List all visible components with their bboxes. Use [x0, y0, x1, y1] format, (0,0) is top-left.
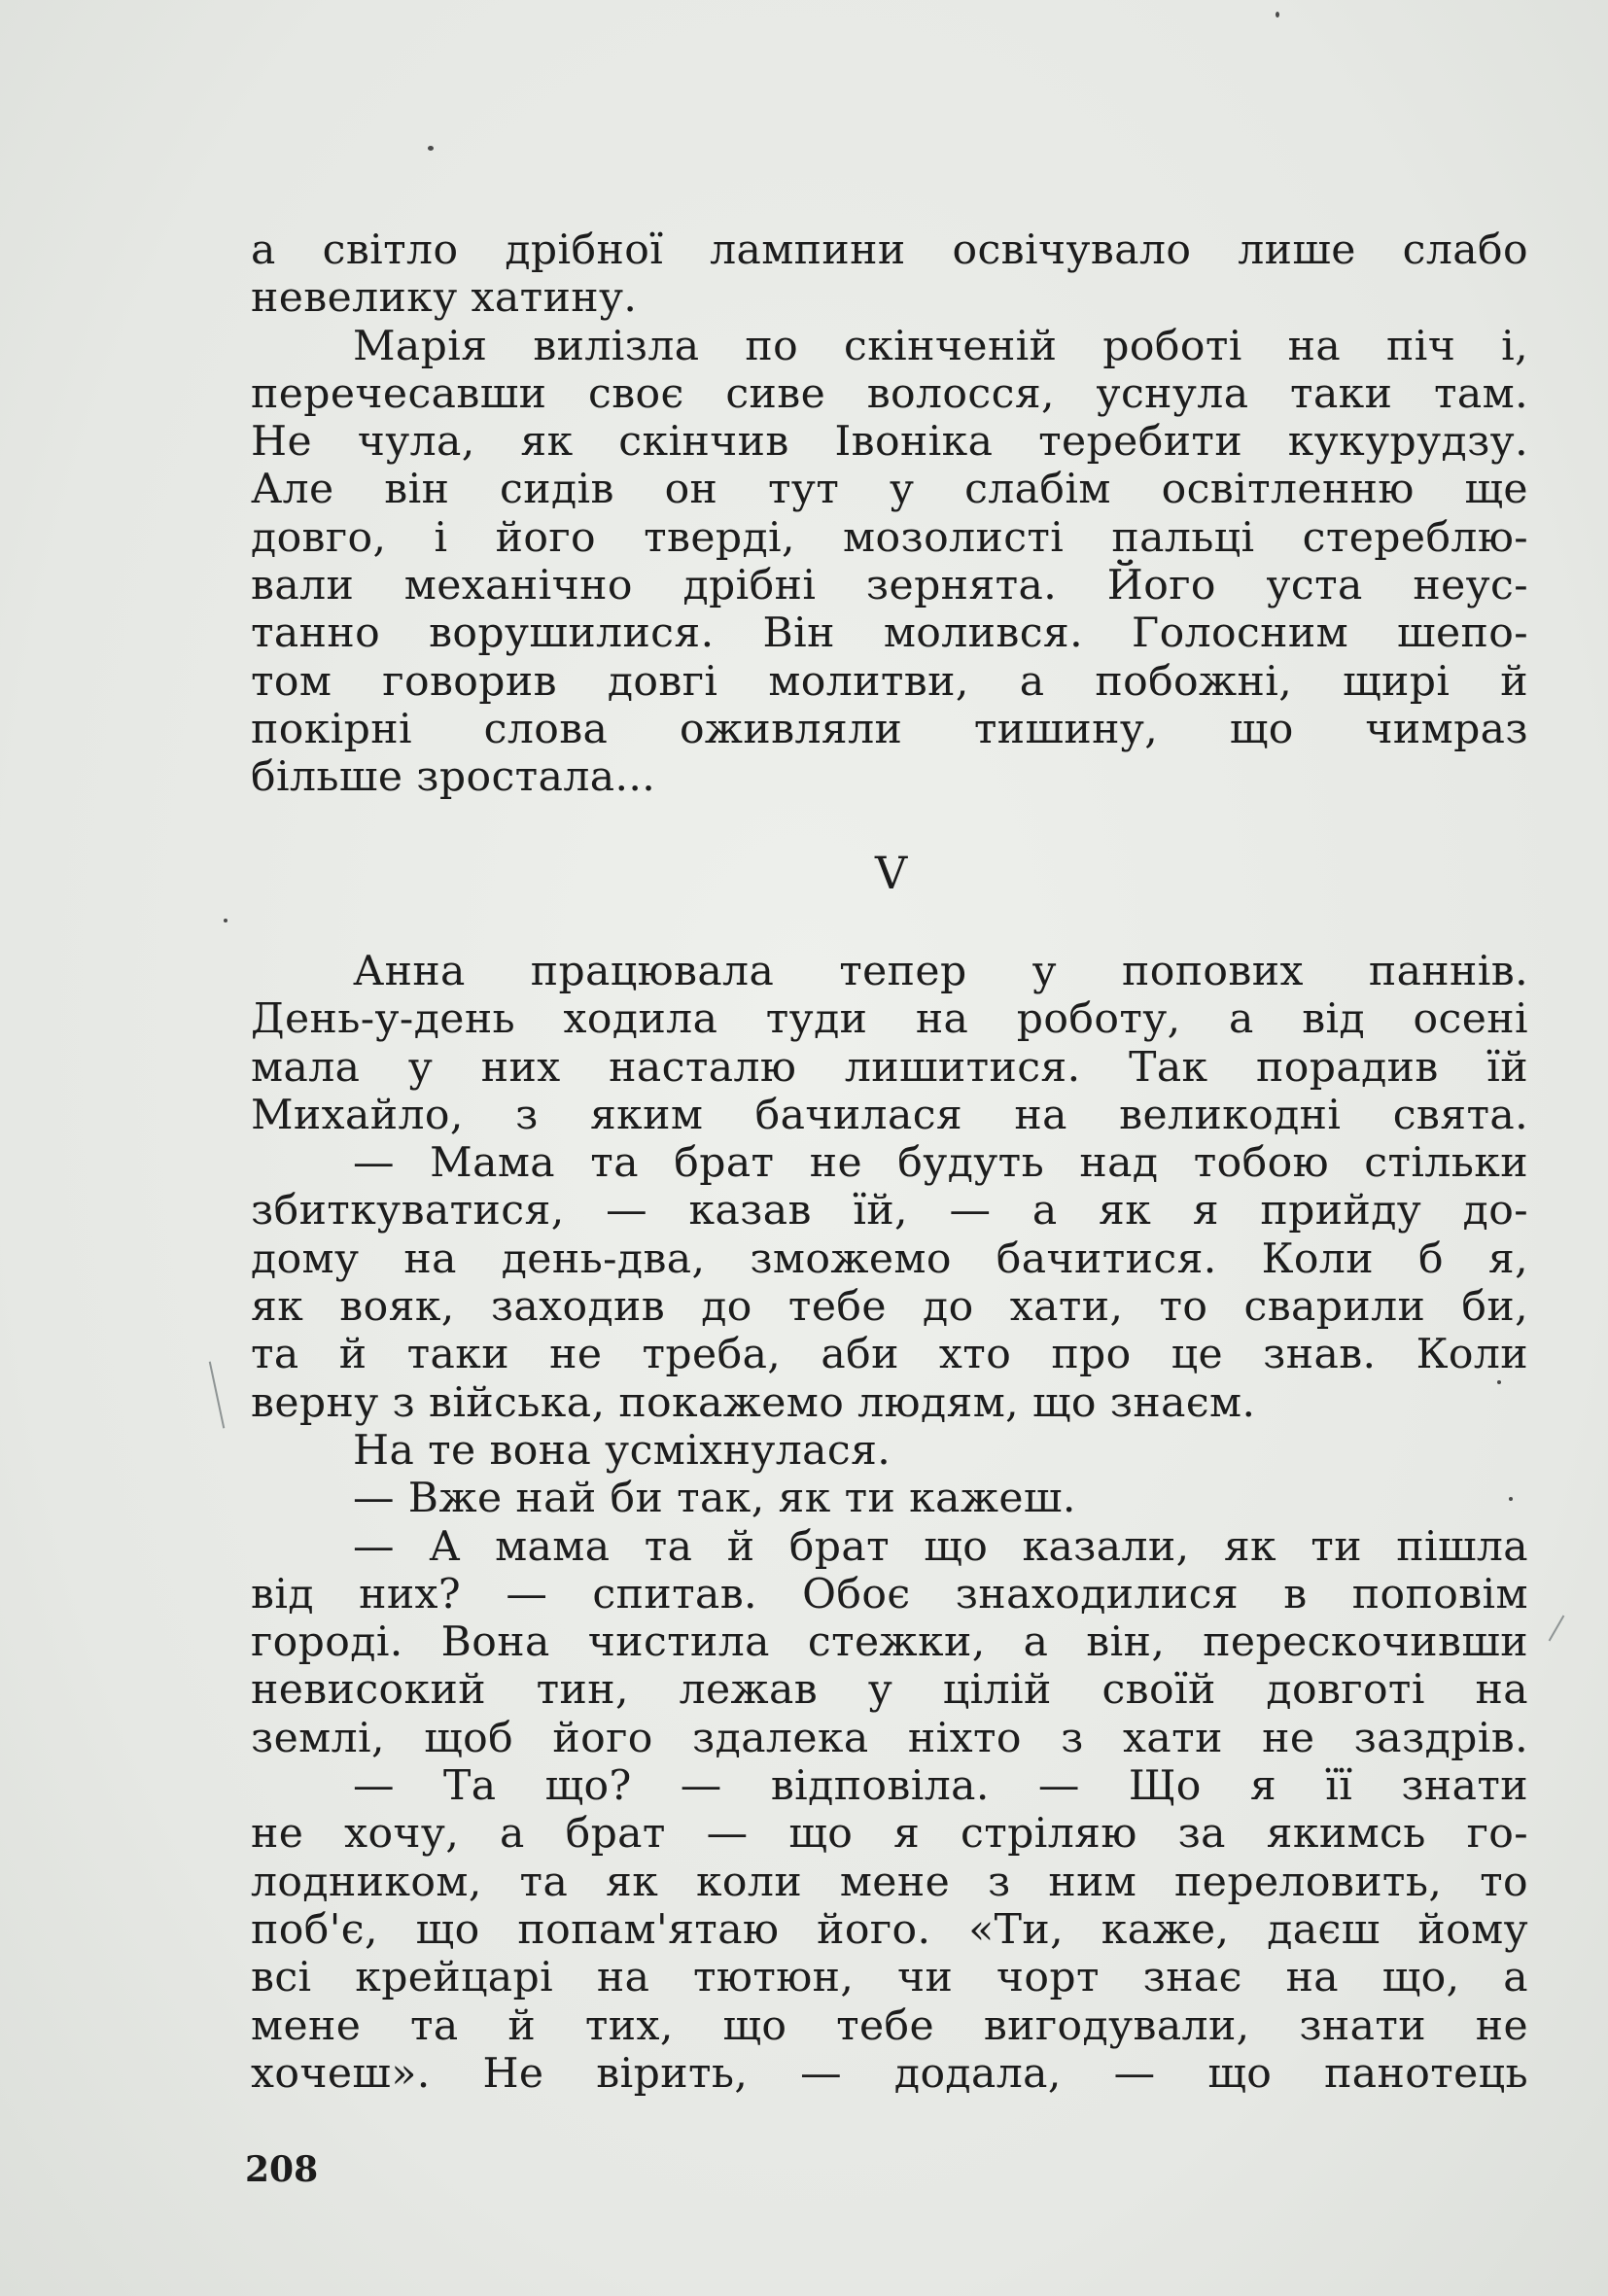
text-line: мене та й тих, що тебе вигодували, знати не	[251, 2001, 1528, 2050]
text-line: невелику хатину.	[251, 274, 638, 323]
page-number: 208	[245, 2149, 319, 2190]
ink-speck	[428, 146, 434, 151]
ink-speck	[1509, 1497, 1513, 1501]
text-line: всі крейцарі на тютюн, чи чорт знає на що, а	[251, 1954, 1528, 2002]
text-line: верну з війська, покажемо людям, що знаєм.	[251, 1378, 1256, 1427]
text-line: збиткуватися, — казав їй, — а як я прийду до-	[251, 1187, 1528, 1235]
text-line: — Та що? — відповіла. — Що я її знати	[353, 1762, 1528, 1811]
text-line: — Мама та брат не будуть над тобою стільки	[353, 1139, 1528, 1188]
text-line: Михайло, з яким бачилася на великодні свята.	[251, 1091, 1528, 1139]
text-line: городі. Вона чистила стежки, а він, перескочивши	[251, 1618, 1528, 1667]
text-line: вали механічно дрібні зернята. Його уста неус-	[251, 562, 1528, 610]
text-line: — Вже най би так, як ти кажеш.	[353, 1475, 1076, 1523]
text-line: землі, щоб його здалека ніхто з хати не заздрів.	[251, 1714, 1528, 1762]
text-line: поб'є, що попам'ятаю його. «Ти, каже, даєш йому	[251, 1905, 1528, 1954]
text-line: перечесавши своє сиве волосся, уснула таки там.	[251, 369, 1528, 418]
text-line: покірні слова оживляли тишину, що чимраз	[251, 705, 1528, 753]
text-line: День-у-день ходила туди на роботу, а від осені	[251, 995, 1528, 1044]
text-line: Анна працювала тепер у попових паннів.	[353, 948, 1528, 995]
text-line: як вояк, заходив до тебе до хати, то сварили би,	[251, 1283, 1528, 1332]
chapter-heading: V	[875, 847, 909, 899]
text-line: довго, і його тверді, мозолисті пальці стереблю-	[251, 513, 1528, 562]
text-line: том говорив довгі молитви, а побожні, щирі й	[251, 657, 1528, 706]
pencil-margin-mark	[209, 1362, 226, 1429]
text-block-top	[251, 226, 1528, 802]
text-line: більше зростала...	[251, 753, 656, 802]
text-line: лодником, та як коли мене з ним переловить, то	[251, 1858, 1528, 1906]
text-line: Не чула, як скінчив Івоніка теребити кукурудзу.	[251, 418, 1528, 467]
text-line: — А мама та й брат що казали, як ти пішла	[353, 1522, 1528, 1571]
text-line: від них? — спитав. Обоє знаходилися в поповім	[251, 1570, 1528, 1618]
text-block-bottom	[251, 948, 1528, 2098]
ink-speck	[1497, 1380, 1501, 1384]
text-line: не хочу, а брат — що я стріляю за якимсь го-	[251, 1810, 1528, 1859]
text-line: а світло дрібної лампини освічувало лише слабо	[251, 226, 1528, 274]
text-line: невисокий тин, лежав у цілій своїй довготі на	[251, 1666, 1528, 1715]
text-line: танно ворушилися. Він молився. Голосним шепо-	[251, 609, 1528, 658]
text-line: хочеш». Не вірить, — додала, — що панотець	[251, 2049, 1528, 2098]
ink-speck	[224, 919, 227, 922]
text-line: Марія вилізла по скінченій роботі на піч і,	[353, 322, 1528, 370]
text-line: дому на день-два, зможемо бачитися. Коли б я,	[251, 1235, 1528, 1283]
text-line: та й таки не треба, аби хто про це знав. Коли	[251, 1331, 1528, 1379]
text-line: мала у них насталю лишитися. Так порадив їй	[251, 1043, 1528, 1092]
text-line: На те вона усміхнулася.	[353, 1426, 891, 1475]
pencil-margin-mark	[1549, 1616, 1565, 1642]
ink-speck	[1276, 12, 1279, 17]
text-line: Але він сидів он тут у слабім освітленню ще	[251, 466, 1528, 514]
